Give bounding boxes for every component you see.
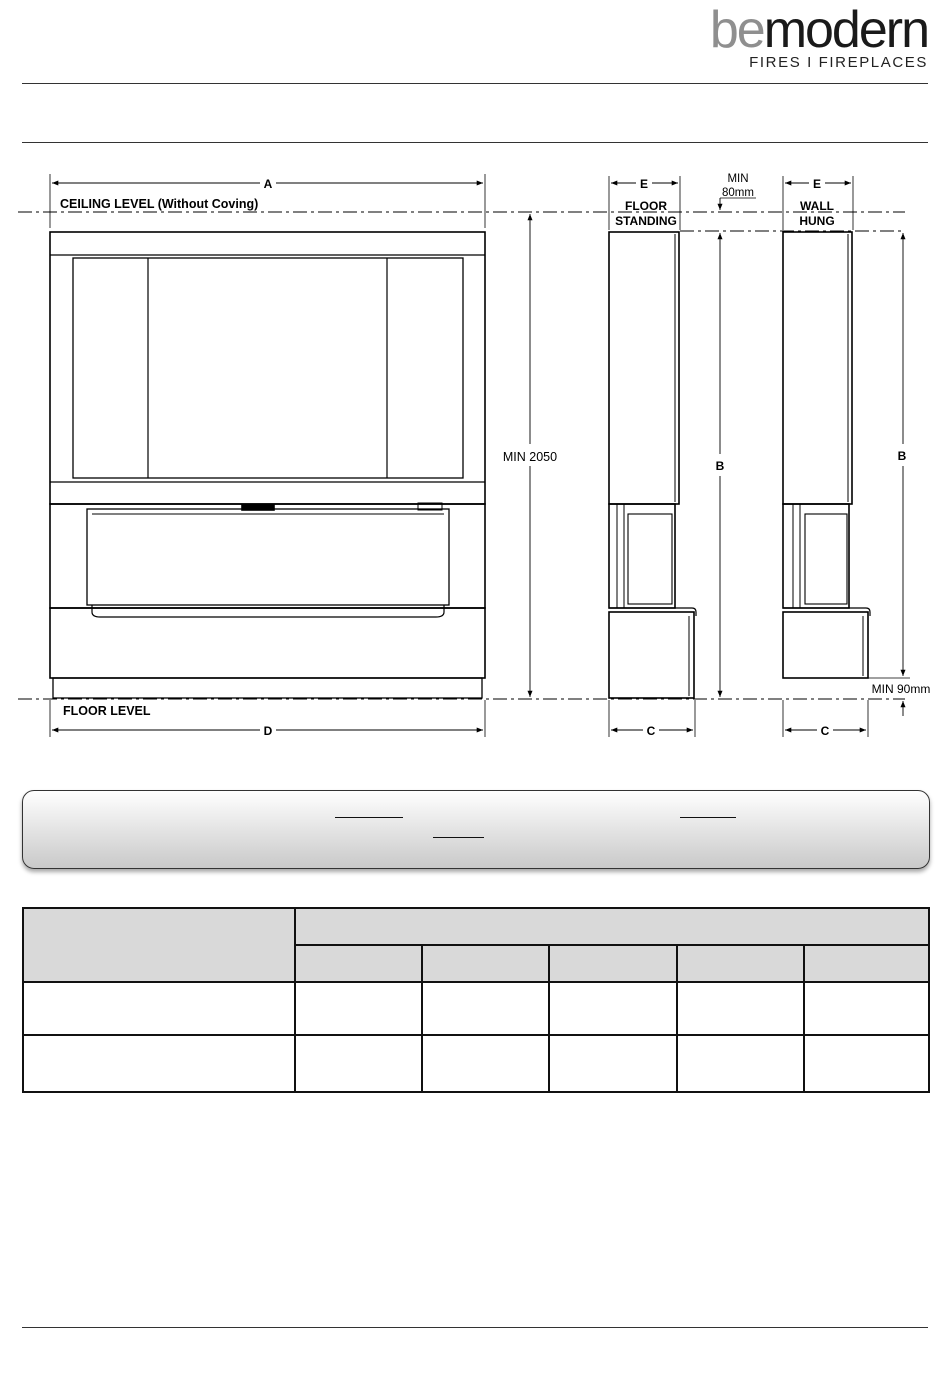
floor-level-label: FLOOR LEVEL — [63, 704, 151, 718]
table-cell — [23, 982, 295, 1035]
brand-logo — [709, 1, 928, 71]
table-cell — [422, 1035, 549, 1092]
table-header-cell — [422, 945, 549, 982]
side-view-wall-hung — [783, 232, 870, 678]
table-header-corner — [23, 908, 295, 982]
table-cell — [549, 982, 677, 1035]
dim-c-wall-label: C — [820, 724, 830, 738]
title-divider — [22, 142, 928, 143]
table-cell — [804, 982, 929, 1035]
dim-d-label: D — [263, 724, 273, 738]
dim-b-wall-label: B — [897, 449, 907, 463]
table-cell — [295, 982, 422, 1035]
table-row — [23, 982, 929, 1035]
wall-hung-label-1: WALL — [800, 199, 834, 213]
table-header-cell — [804, 945, 929, 982]
min-height-label: MIN 2050 — [502, 450, 558, 464]
dim-e-floor-label: E — [639, 177, 649, 191]
dim-c-floor-label: C — [646, 724, 656, 738]
table-cell — [422, 982, 549, 1035]
table-cell — [295, 1035, 422, 1092]
table-cell — [23, 1035, 295, 1092]
banner-underline-3 — [433, 837, 484, 838]
side-view-floor-standing — [609, 232, 696, 698]
min-gap-label-1: MIN — [727, 173, 749, 185]
table-header-cell — [295, 945, 422, 982]
table-cell — [804, 1035, 929, 1092]
dim-b-floor-label: B — [715, 459, 725, 473]
banner-underline-2 — [680, 817, 736, 818]
table-cell — [677, 1035, 804, 1092]
min-floor-gap-label: MIN 90mm — [871, 682, 931, 696]
floor-standing-label-2: STANDING — [615, 214, 677, 228]
info-banner — [22, 790, 930, 869]
dimension-drawing — [0, 160, 950, 750]
logo-wordmark: bemodern — [709, 1, 928, 59]
logo-tagline: FIRES I FIREPLACES — [749, 54, 928, 71]
dim-e-wall-label: E — [812, 177, 822, 191]
footer-divider — [22, 1327, 928, 1328]
front-view — [50, 232, 485, 698]
table-header-cell — [549, 945, 677, 982]
table-header-cell — [677, 945, 804, 982]
header-divider — [22, 83, 928, 84]
ceiling-level-label: CEILING LEVEL (Without Coving) — [60, 197, 259, 211]
banner-underline-1 — [335, 817, 403, 818]
floor-standing-label-1: FLOOR — [625, 199, 667, 213]
table-cell — [677, 982, 804, 1035]
dim-a-label: A — [263, 177, 273, 191]
specification-table — [22, 907, 930, 1093]
wall-hung-label-2: HUNG — [799, 214, 835, 228]
min-gap-label-2: 80mm — [722, 187, 754, 199]
table-cell — [549, 1035, 677, 1092]
table-header-group — [295, 908, 929, 945]
table-row — [23, 1035, 929, 1092]
